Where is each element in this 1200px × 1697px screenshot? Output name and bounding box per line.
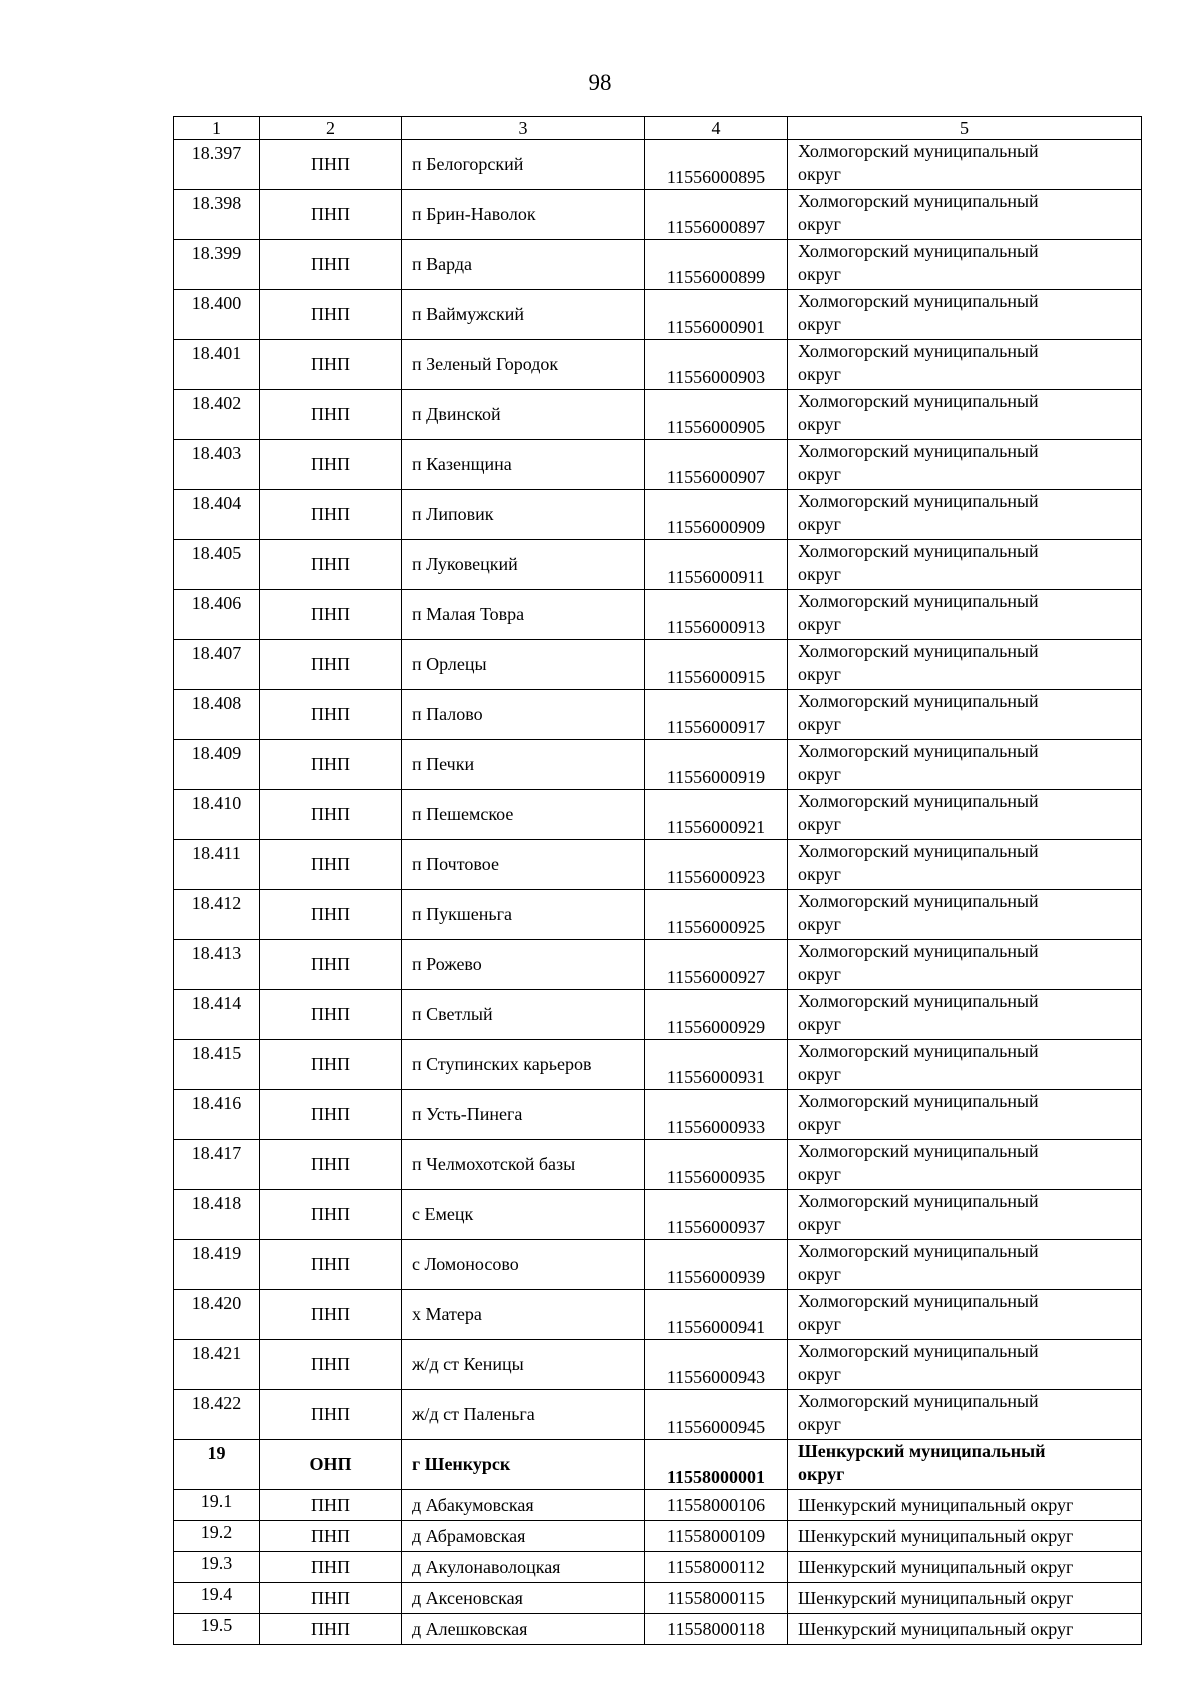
district-line-2: округ xyxy=(798,1214,841,1234)
district-line-1: Холмогорский муниципальный xyxy=(798,1341,1039,1361)
settlement-type-cell: ПНП xyxy=(260,1552,402,1583)
settlement-name-cell: п Луковецкий xyxy=(402,540,645,590)
settlement-name-cell: ж/д ст Кеницы xyxy=(402,1340,645,1390)
oktmo-code-cell: 11556000943 xyxy=(645,1340,788,1390)
district-cell xyxy=(788,1240,1142,1290)
oktmo-code-cell: 11556000909 xyxy=(645,490,788,540)
district-line-1: Холмогорский муниципальный xyxy=(798,291,1039,311)
oktmo-code-cell: 11556000931 xyxy=(645,1040,788,1090)
district-cell xyxy=(788,590,1142,640)
district-cell xyxy=(788,640,1142,690)
row-number-cell: 18.399 xyxy=(174,240,260,290)
settlement-type-cell: ПНП xyxy=(260,1290,402,1340)
row-number-cell: 18.410 xyxy=(174,790,260,840)
oktmo-code-cell: 11556000933 xyxy=(645,1090,788,1140)
table-row xyxy=(174,340,1142,390)
district-line-2: округ xyxy=(798,1014,841,1034)
table-row xyxy=(174,840,1142,890)
settlement-name-cell: г Шенкурск xyxy=(402,1440,645,1490)
table-row xyxy=(174,240,1142,290)
row-number-cell: 19.4 xyxy=(174,1583,260,1614)
district-line-1: Холмогорский муниципальный xyxy=(798,991,1039,1011)
district-cell xyxy=(788,740,1142,790)
row-number-cell: 18.419 xyxy=(174,1240,260,1290)
table-row xyxy=(174,1340,1142,1390)
district-line-1: Холмогорский муниципальный xyxy=(798,141,1039,161)
district-line-2: округ xyxy=(798,664,841,684)
oktmo-code-cell: 11556000945 xyxy=(645,1390,788,1440)
row-number-cell: 19.3 xyxy=(174,1552,260,1583)
settlement-name-cell: п Почтовое xyxy=(402,840,645,890)
settlement-name-cell: с Ломоносово xyxy=(402,1240,645,1290)
oktmo-code-cell: 11558000106 xyxy=(645,1490,788,1521)
district-line-1: Холмогорский муниципальный xyxy=(798,841,1039,861)
row-number-cell: 19.5 xyxy=(174,1614,260,1645)
district-line-1: Холмогорский муниципальный xyxy=(798,1091,1039,1111)
district-cell xyxy=(788,690,1142,740)
oktmo-code-cell: 11556000935 xyxy=(645,1140,788,1190)
oktmo-code-cell: 11556000911 xyxy=(645,540,788,590)
row-number-cell: 19 xyxy=(174,1440,260,1490)
district-line-2: округ xyxy=(798,714,841,734)
district-line-2: округ xyxy=(798,564,841,584)
settlement-type-cell: ПНП xyxy=(260,290,402,340)
district-line-2: округ xyxy=(798,514,841,534)
settlement-name-cell: п Двинской xyxy=(402,390,645,440)
settlement-name-cell: п Пукшеньга xyxy=(402,890,645,940)
table-row xyxy=(174,190,1142,240)
settlement-name-cell: п Белогорский xyxy=(402,140,645,190)
table-row xyxy=(174,390,1142,440)
oktmo-code-cell: 11556000927 xyxy=(645,940,788,990)
settlement-type-cell: ПНП xyxy=(260,1040,402,1090)
district-cell xyxy=(788,890,1142,940)
table-row xyxy=(174,590,1142,640)
district-cell xyxy=(788,940,1142,990)
settlement-type-cell: ПНП xyxy=(260,1140,402,1190)
district-cell xyxy=(788,240,1142,290)
column-header-1: 1 xyxy=(174,117,260,140)
settlement-type-cell: ПНП xyxy=(260,1190,402,1240)
row-number-cell: 18.420 xyxy=(174,1290,260,1340)
table-row xyxy=(174,440,1142,490)
row-number-cell: 18.421 xyxy=(174,1340,260,1390)
district-line-1: Шенкурский муниципальный округ xyxy=(798,1494,1074,1515)
district-line-2: округ xyxy=(798,964,841,984)
row-number-cell: 18.414 xyxy=(174,990,260,1040)
column-header-2: 2 xyxy=(260,117,402,140)
settlement-name-cell: п Липовик xyxy=(402,490,645,540)
district-cell xyxy=(788,290,1142,340)
row-number-cell: 18.398 xyxy=(174,190,260,240)
oktmo-code-cell: 11556000929 xyxy=(645,990,788,1040)
settlement-name-cell: п Усть-Пинега xyxy=(402,1090,645,1140)
oktmo-code-cell: 11558000001 xyxy=(645,1440,788,1490)
settlement-name-cell: ж/д ст Паленьга xyxy=(402,1390,645,1440)
district-cell xyxy=(788,1290,1142,1340)
table-row xyxy=(174,1521,1142,1552)
table-row xyxy=(174,540,1142,590)
district-line-1: Холмогорский муниципальный xyxy=(798,441,1039,461)
district-line-2: округ xyxy=(798,414,841,434)
table-row xyxy=(174,1290,1142,1340)
oktmo-code-cell: 11556000907 xyxy=(645,440,788,490)
oktmo-code-cell: 11556000937 xyxy=(645,1190,788,1240)
column-header-4: 4 xyxy=(645,117,788,140)
district-cell xyxy=(788,1521,1142,1552)
district-line-1: Холмогорский муниципальный xyxy=(798,1141,1039,1161)
oktmo-code-cell: 11556000941 xyxy=(645,1290,788,1340)
header-row xyxy=(174,117,1142,140)
row-number-cell: 18.405 xyxy=(174,540,260,590)
settlements-table xyxy=(173,116,1142,1645)
settlement-type-cell: ПНП xyxy=(260,440,402,490)
table-row xyxy=(174,740,1142,790)
table-row xyxy=(174,890,1142,940)
district-cell xyxy=(788,190,1142,240)
settlement-name-cell: д Акулонаволоцкая xyxy=(402,1552,645,1583)
settlement-name-cell: п Печки xyxy=(402,740,645,790)
settlement-name-cell: п Ступинских карьеров xyxy=(402,1040,645,1090)
district-line-1: Холмогорский муниципальный xyxy=(798,241,1039,261)
district-line-2: округ xyxy=(798,1364,841,1384)
row-number-cell: 18.408 xyxy=(174,690,260,740)
row-number-cell: 19.1 xyxy=(174,1490,260,1521)
table-row xyxy=(174,1490,1142,1521)
settlement-name-cell: х Матера xyxy=(402,1290,645,1340)
table-row xyxy=(174,640,1142,690)
table-row xyxy=(174,690,1142,740)
settlement-type-cell: ПНП xyxy=(260,990,402,1040)
district-line-1: Холмогорский муниципальный xyxy=(798,791,1039,811)
district-line-2: округ xyxy=(798,614,841,634)
settlement-type-cell: ПНП xyxy=(260,840,402,890)
settlement-type-cell: ПНП xyxy=(260,140,402,190)
district-cell xyxy=(788,1490,1142,1521)
settlement-type-cell: ПНП xyxy=(260,940,402,990)
settlement-type-cell: ПНП xyxy=(260,640,402,690)
settlement-type-cell: ПНП xyxy=(260,490,402,540)
district-cell xyxy=(788,840,1142,890)
table-row xyxy=(174,1140,1142,1190)
district-line-1: Холмогорский муниципальный xyxy=(798,691,1039,711)
settlement-type-cell: ПНП xyxy=(260,1583,402,1614)
district-cell xyxy=(788,390,1142,440)
settlement-name-cell: п Варда xyxy=(402,240,645,290)
district-cell xyxy=(788,540,1142,590)
district-line-1: Холмогорский муниципальный xyxy=(798,641,1039,661)
settlement-name-cell: п Орлецы xyxy=(402,640,645,690)
district-cell xyxy=(788,1340,1142,1390)
row-number-cell: 18.417 xyxy=(174,1140,260,1190)
row-number-cell: 18.412 xyxy=(174,890,260,940)
row-number-cell: 18.406 xyxy=(174,590,260,640)
row-number-cell: 18.400 xyxy=(174,290,260,340)
row-number-cell: 18.411 xyxy=(174,840,260,890)
oktmo-code-cell: 11556000913 xyxy=(645,590,788,640)
table-row xyxy=(174,490,1142,540)
district-cell xyxy=(788,1190,1142,1240)
settlement-type-cell: ПНП xyxy=(260,1614,402,1645)
settlement-name-cell: д Абакумовская xyxy=(402,1490,645,1521)
oktmo-code-cell: 11556000939 xyxy=(645,1240,788,1290)
oktmo-code-cell: 11556000923 xyxy=(645,840,788,890)
oktmo-code-cell: 11556000903 xyxy=(645,340,788,390)
district-line-1: Холмогорский муниципальный xyxy=(798,1191,1039,1211)
district-line-1: Холмогорский муниципальный xyxy=(798,491,1039,511)
row-number-cell: 18.397 xyxy=(174,140,260,190)
table-row xyxy=(174,1552,1142,1583)
oktmo-code-cell: 11556000897 xyxy=(645,190,788,240)
row-number-cell: 18.418 xyxy=(174,1190,260,1240)
row-number-cell: 18.407 xyxy=(174,640,260,690)
oktmo-code-cell: 11556000919 xyxy=(645,740,788,790)
district-cell xyxy=(788,140,1142,190)
oktmo-code-cell: 11558000118 xyxy=(645,1614,788,1645)
table-row xyxy=(174,1190,1142,1240)
district-cell xyxy=(788,340,1142,390)
row-number-cell: 18.402 xyxy=(174,390,260,440)
settlement-type-cell: ПНП xyxy=(260,240,402,290)
settlement-type-cell: ПНП xyxy=(260,1240,402,1290)
district-line-2: округ xyxy=(798,914,841,934)
settlement-type-cell: ПНП xyxy=(260,390,402,440)
table-row xyxy=(174,140,1142,190)
column-header-3: 3 xyxy=(402,117,645,140)
district-line-1: Шенкурский муниципальный округ xyxy=(798,1587,1074,1608)
settlement-name-cell: д Аксеновская xyxy=(402,1583,645,1614)
district-line-1: Шенкурский муниципальный округ xyxy=(798,1556,1074,1577)
oktmo-code-cell: 11558000109 xyxy=(645,1521,788,1552)
table-row xyxy=(174,1240,1142,1290)
oktmo-code-cell: 11556000921 xyxy=(645,790,788,840)
district-cell xyxy=(788,1440,1142,1490)
district-cell xyxy=(788,1390,1142,1440)
table-row xyxy=(174,290,1142,340)
district-line-2: округ xyxy=(798,1464,845,1484)
table-row xyxy=(174,1440,1142,1490)
settlement-type-cell: ПНП xyxy=(260,740,402,790)
row-number-cell: 18.404 xyxy=(174,490,260,540)
district-line-2: округ xyxy=(798,364,841,384)
oktmo-code-cell: 11556000917 xyxy=(645,690,788,740)
district-line-2: округ xyxy=(798,464,841,484)
settlement-name-cell: п Брин-Наволок xyxy=(402,190,645,240)
district-cell xyxy=(788,790,1142,840)
district-cell xyxy=(788,490,1142,540)
district-line-2: округ xyxy=(798,764,841,784)
row-number-cell: 18.403 xyxy=(174,440,260,490)
oktmo-code-cell: 11556000901 xyxy=(645,290,788,340)
settlement-type-cell: ПНП xyxy=(260,190,402,240)
district-line-2: округ xyxy=(798,314,841,334)
district-line-2: округ xyxy=(798,1314,841,1334)
district-line-1: Шенкурский муниципальный округ xyxy=(798,1525,1074,1546)
table-row xyxy=(174,1614,1142,1645)
row-number-cell: 18.401 xyxy=(174,340,260,390)
district-line-1: Холмогорский муниципальный xyxy=(798,941,1039,961)
settlement-type-cell: ПНП xyxy=(260,1390,402,1440)
district-line-1: Холмогорский муниципальный xyxy=(798,1291,1039,1311)
settlement-type-cell: ПНП xyxy=(260,1521,402,1552)
district-cell xyxy=(788,990,1142,1040)
district-cell xyxy=(788,1090,1142,1140)
settlement-name-cell: д Абрамовская xyxy=(402,1521,645,1552)
settlement-name-cell: п Челмохотской базы xyxy=(402,1140,645,1190)
district-cell xyxy=(788,1552,1142,1583)
oktmo-code-cell: 11556000915 xyxy=(645,640,788,690)
table-row xyxy=(174,1040,1142,1090)
district-line-2: округ xyxy=(798,864,841,884)
district-line-1: Холмогорский муниципальный xyxy=(798,391,1039,411)
settlement-name-cell: п Светлый xyxy=(402,990,645,1040)
district-line-2: округ xyxy=(798,1064,841,1084)
district-line-2: округ xyxy=(798,1114,841,1134)
district-line-1: Холмогорский муниципальный xyxy=(798,891,1039,911)
oktmo-code-cell: 11556000925 xyxy=(645,890,788,940)
table-row xyxy=(174,1583,1142,1614)
district-line-1: Холмогорский муниципальный xyxy=(798,1241,1039,1261)
district-line-2: округ xyxy=(798,1164,841,1184)
oktmo-code-cell: 11558000115 xyxy=(645,1583,788,1614)
district-line-1: Холмогорский муниципальный xyxy=(798,591,1039,611)
table-row xyxy=(174,1390,1142,1440)
settlement-name-cell: п Зеленый Городок xyxy=(402,340,645,390)
district-line-2: округ xyxy=(798,814,841,834)
row-number-cell: 18.422 xyxy=(174,1390,260,1440)
district-cell xyxy=(788,1040,1142,1090)
page-number: 98 xyxy=(588,70,612,95)
settlement-name-cell: п Рожево xyxy=(402,940,645,990)
settlement-name-cell: п Малая Товра xyxy=(402,590,645,640)
district-line-2: округ xyxy=(798,164,841,184)
settlement-type-cell: ОНП xyxy=(260,1440,402,1490)
settlement-type-cell: ПНП xyxy=(260,1490,402,1521)
row-number-cell: 18.413 xyxy=(174,940,260,990)
district-line-1: Холмогорский муниципальный xyxy=(798,1391,1039,1411)
settlement-type-cell: ПНП xyxy=(260,690,402,740)
row-number-cell: 19.2 xyxy=(174,1521,260,1552)
settlement-name-cell: п Пешемское xyxy=(402,790,645,840)
district-cell xyxy=(788,1583,1142,1614)
district-line-1: Холмогорский муниципальный xyxy=(798,1041,1039,1061)
settlement-type-cell: ПНП xyxy=(260,790,402,840)
oktmo-code-cell: 11558000112 xyxy=(645,1552,788,1583)
settlement-name-cell: п Ваймужский xyxy=(402,290,645,340)
district-line-2: округ xyxy=(798,214,841,234)
district-line-2: округ xyxy=(798,1264,841,1284)
district-line-1: Холмогорский муниципальный xyxy=(798,741,1039,761)
settlement-type-cell: ПНП xyxy=(260,540,402,590)
settlement-name-cell: с Емецк xyxy=(402,1190,645,1240)
settlement-type-cell: ПНП xyxy=(260,1090,402,1140)
district-cell xyxy=(788,440,1142,490)
table-row xyxy=(174,940,1142,990)
district-cell xyxy=(788,1140,1142,1190)
district-cell xyxy=(788,1614,1142,1645)
district-line-2: округ xyxy=(798,1414,841,1434)
table-row xyxy=(174,790,1142,840)
column-header-5: 5 xyxy=(788,117,1142,140)
oktmo-code-cell: 11556000895 xyxy=(645,140,788,190)
district-line-1: Холмогорский муниципальный xyxy=(798,341,1039,361)
settlement-type-cell: ПНП xyxy=(260,1340,402,1390)
table-row xyxy=(174,990,1142,1040)
settlement-name-cell: д Алешковская xyxy=(402,1614,645,1645)
district-line-1: Шенкурский муниципальный xyxy=(798,1441,1046,1461)
table-row xyxy=(174,1090,1142,1140)
oktmo-code-cell: 11556000899 xyxy=(645,240,788,290)
settlement-name-cell: п Казенщина xyxy=(402,440,645,490)
settlement-type-cell: ПНП xyxy=(260,590,402,640)
district-line-2: округ xyxy=(798,264,841,284)
settlement-type-cell: ПНП xyxy=(260,340,402,390)
oktmo-code-cell: 11556000905 xyxy=(645,390,788,440)
district-line-1: Холмогорский муниципальный xyxy=(798,191,1039,211)
settlement-name-cell: п Палово xyxy=(402,690,645,740)
row-number-cell: 18.409 xyxy=(174,740,260,790)
district-line-1: Холмогорский муниципальный xyxy=(798,541,1039,561)
settlement-type-cell: ПНП xyxy=(260,890,402,940)
row-number-cell: 18.415 xyxy=(174,1040,260,1090)
row-number-cell: 18.416 xyxy=(174,1090,260,1140)
table-body xyxy=(174,140,1142,1645)
district-line-1: Шенкурский муниципальный округ xyxy=(798,1618,1074,1639)
